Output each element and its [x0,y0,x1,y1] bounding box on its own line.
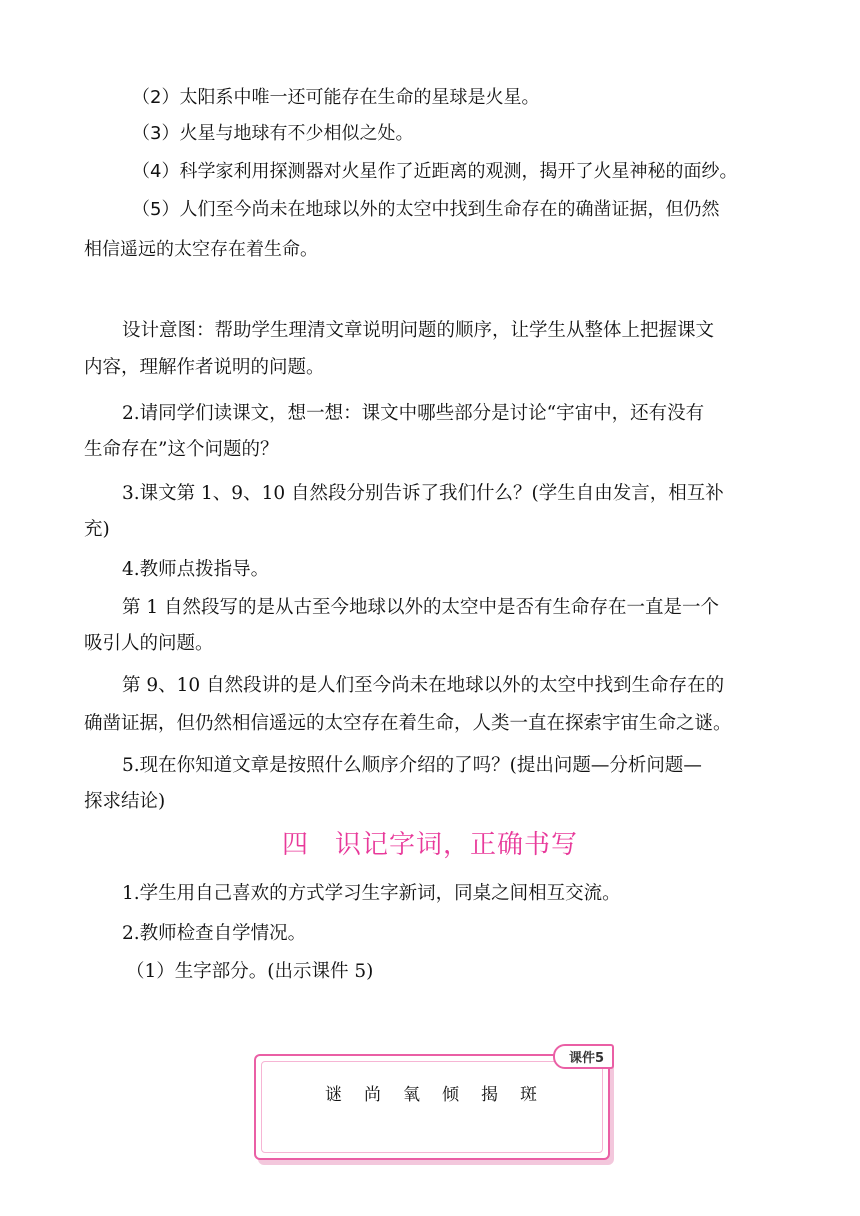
paragraph-text: 1.学生用自己喜欢的方式学习生字新词，同桌之间相互交流。 [122,883,621,904]
paragraph-text: 2.请同学们读课文，想一想：课文中哪些部分是讨论“宇宙中，还有没有 [122,403,705,424]
paragraph-text: 充) [84,519,110,540]
section-number: 四 [281,830,309,860]
courseware-tag: 课件5 [553,1044,614,1069]
list-item: （2）太阳系中唯一还可能存在生命的星球是火星。 [132,87,540,108]
list-item: （3）火星与地球有不少相似之处。 [132,123,414,144]
paragraph-text: 生命存在”这个问题的？ [84,439,279,460]
list-item-continuation: 相信遥远的太空存在着生命。 [84,239,318,260]
paragraph-text: （1）生字部分。(出示课件 5) [126,961,374,982]
paragraph-text: 4.教师点拨指导。 [122,559,270,580]
list-item: （4）科学家利用探测器对火星作了近距离的观测，揭开了火星神秘的面纱。 [132,161,738,182]
character: 尚 [364,1085,383,1105]
paragraph-text: 探求结论) [84,791,166,812]
character-list [256,1080,608,1105]
paragraph-text: 3.课文第 1、9、10 自然段分别告诉了我们什么？(学生自由发言，相互补 [122,483,724,504]
card-inner-border [261,1061,603,1153]
paragraph-text: 2.教师检查自学情况。 [122,923,307,944]
character: 倾 [442,1085,461,1105]
courseware-card [254,1051,614,1164]
section-heading [0,826,860,864]
paragraph-text: 5.现在你知道文章是按照什么顺序介绍的了吗？(提出问题—分析问题— [122,755,702,776]
design-intent-text: 内容，理解作者说明的问题。 [84,357,325,378]
character: 斑 [520,1085,539,1105]
paragraph-text: 第 9、10 自然段讲的是人们至今尚未在地球以外的太空中找到生命存在的 [122,675,725,696]
paragraph-text: 第 1 自然段写的是从古至今地球以外的太空中是否有生命存在一直是一个 [122,597,720,618]
card-frame [254,1051,610,1160]
paragraph-text: 吸引人的问题。 [84,633,214,654]
character: 氧 [403,1085,422,1105]
section-title: 识记字词，正确书写 [335,830,579,860]
list-item: （5）人们至今尚未在地球以外的太空中找到生命存在的确凿证据，但仍然 [132,199,720,220]
paragraph-text: 确凿证据，但仍然相信遥远的太空存在着生命，人类一直在探索宇宙生命之谜。 [84,713,732,734]
character: 揭 [481,1085,500,1105]
character: 谜 [325,1085,344,1105]
design-intent-text: 设计意图：帮助学生理清文章说明问题的顺序，让学生从整体上把握课文 [122,320,715,341]
